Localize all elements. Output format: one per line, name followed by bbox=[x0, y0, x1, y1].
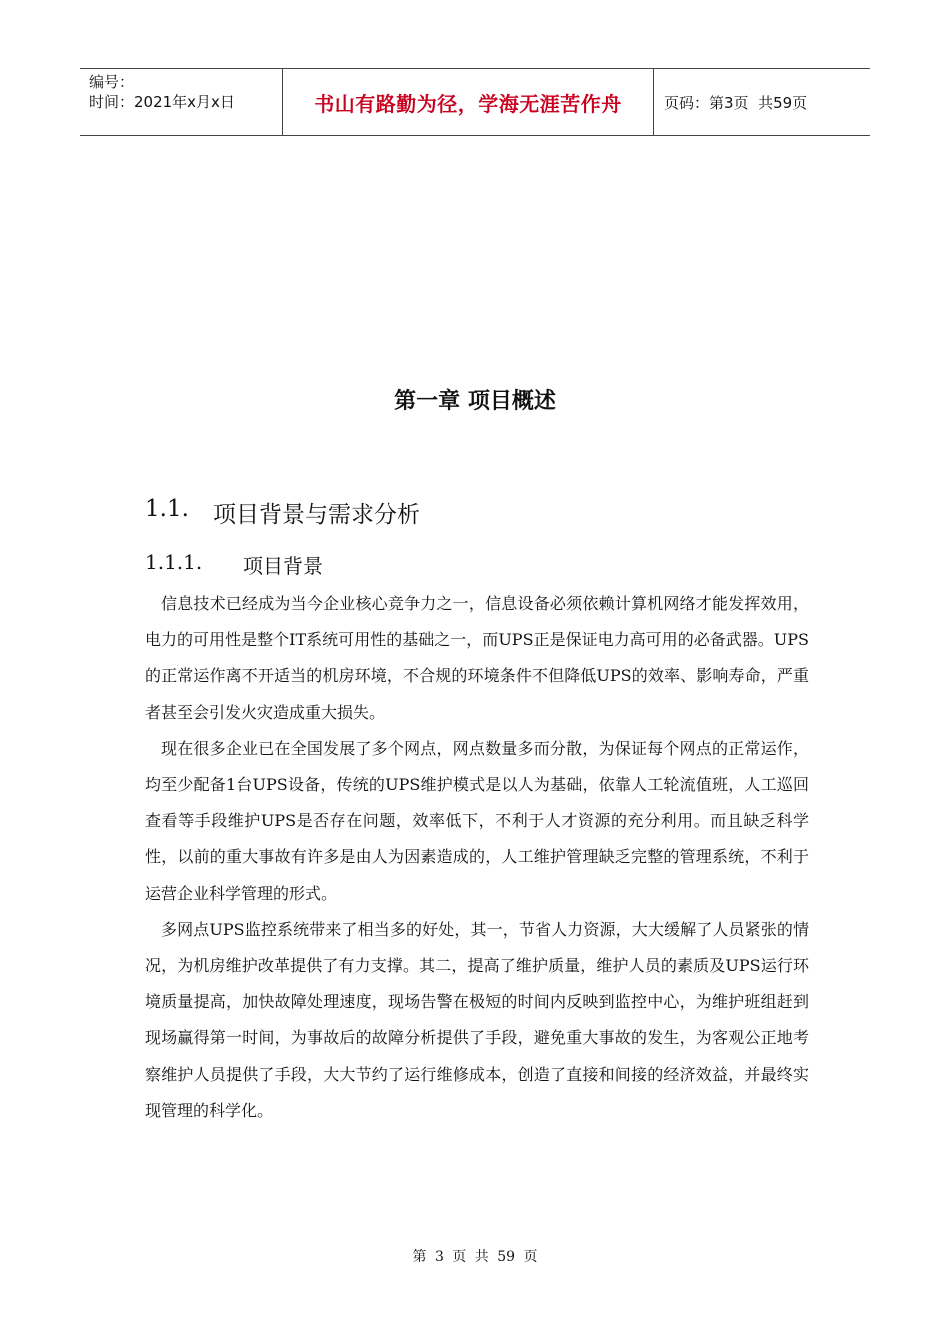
doc-number-label: 编号： bbox=[89, 73, 135, 91]
subsection-title: 项目背景 bbox=[243, 554, 323, 578]
page-footer: 第 3 页 共 59 页 bbox=[412, 1249, 538, 1265]
time-label: 时间：2021年x月x日 bbox=[89, 93, 235, 111]
subsection-number: 1.1.1. bbox=[145, 550, 203, 574]
header-page-info: 页码：第3页 共59页 bbox=[664, 93, 808, 112]
paragraph: 信息技术已经成为当今企业核心竞争力之一，信息设备必须依赖计算机网络才能发挥效用，电力的可用性是整个IT系统可用性的基础之一，而UPS正是保证电力高可用的必备武器。UPS的正常运作离不开适当的机房环境，不合规的环境条件不但降低UPS的效率、影响寿命，严重者甚至会引发火灾造成重大损失。 bbox=[145, 594, 809, 722]
chapter-title: 第一章 项目概述 bbox=[394, 389, 556, 414]
section-title: 项目背景与需求分析 bbox=[213, 502, 420, 528]
header-motto: 书山有路勤为径，学海无涯苦作舟 bbox=[282, 69, 654, 135]
paragraph: 现在很多企业已在全国发展了多个网点，网点数量多而分散，为保证每个网点的正常运作，均至少配备1台UPS设备，传统的UPS维护模式是以人为基础，依靠人工轮流值班，人工巡回查看等手段维护UPS是否存在问题，效率低下，不利于人才资源的充分利用。而且缺乏科学性，以前的重大事故有许多是由人为因素造成的，人工维护管理缺乏完整的管理系统，不利于运营企业科学管理的形式。 bbox=[145, 738, 809, 903]
page-header bbox=[80, 68, 870, 136]
section-heading bbox=[145, 496, 420, 529]
section-number: 1.1. bbox=[145, 496, 189, 522]
body-text bbox=[145, 586, 809, 1129]
subsection-heading bbox=[145, 550, 323, 579]
header-left-cell bbox=[80, 69, 282, 135]
paragraph: 多网点UPS监控系统带来了相当多的好处，其一，节省人力资源，大大缓解了人员紧张的情况，为机房维护改革提供了有力支撑。其二，提高了维护质量，维护人员的素质及UPS运行环境质量提高，加快故障处理速度，现场告警在极短的时间内反映到监控中心，为维护班组赶到现场赢得第一时间，为事故后的故障分析提供了手段，避免重大事故的发生，为客观公正地考察维护人员提供了手段，大大节约了运行维修成本，创造了直接和间接的经济效益，并最终实现管理的科学化。 bbox=[145, 919, 809, 1120]
